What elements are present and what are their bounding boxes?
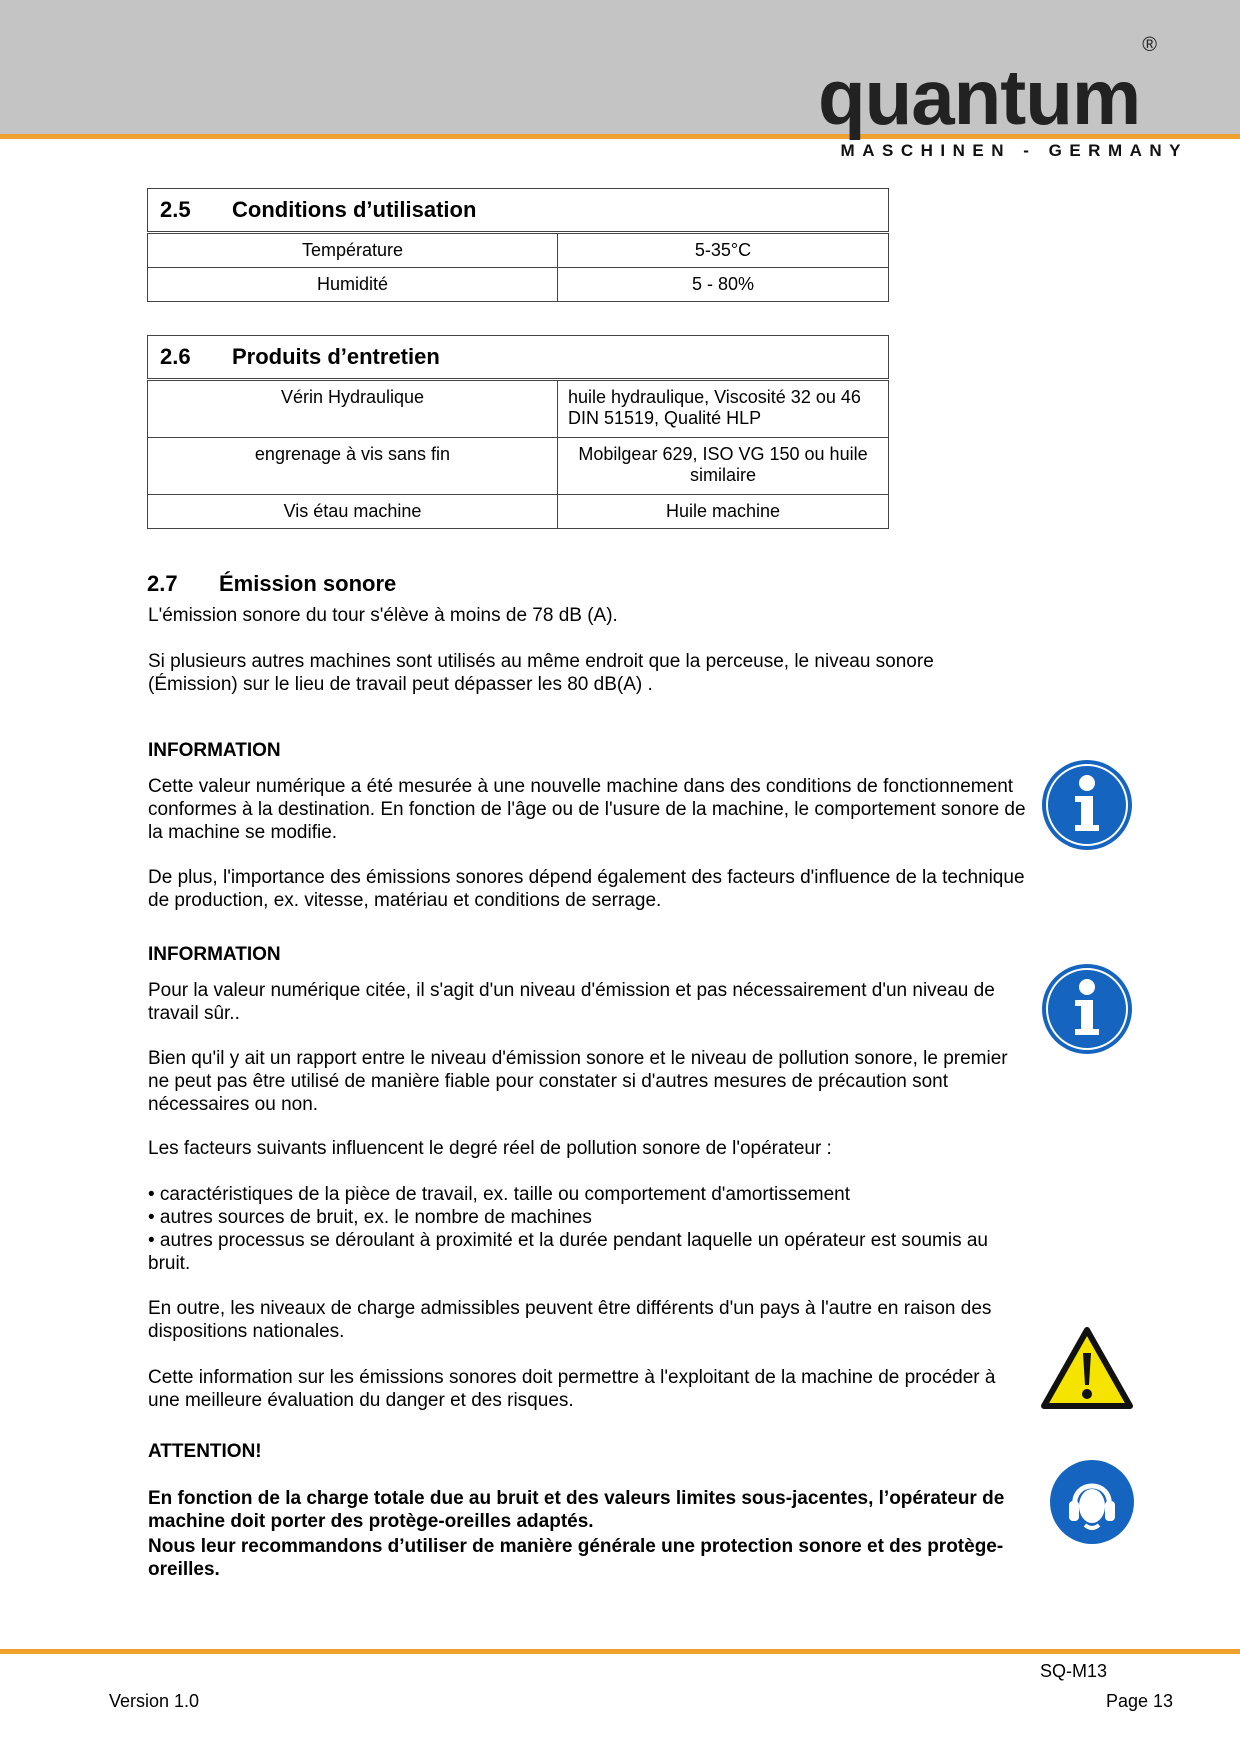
attention-paragraph: Nous leur recommandons d’utiliser de manière générale une protection sonore et des protège-oreilles. <box>148 1536 1004 1580</box>
attention-paragraph: En fonction de la charge totale due au bruit et des valeurs limites sous-jacentes, l’opérateur de machine doit porter des protège-oreilles adaptés. <box>148 1488 1005 1532</box>
paragraph: L'émission sonore du tour s'élève à moins de 78 dB (A). <box>148 605 618 626</box>
info-icon <box>1041 963 1133 1055</box>
list-item: • caractéristiques de la pièce de travail, ex. taille ou comportement d'amortissement <box>148 1184 850 1205</box>
paragraph: Les facteurs suivants influencent le degré réel de pollution sonore de l'opérateur : <box>148 1138 832 1159</box>
version-label: Version 1.0 <box>109 1691 200 1711</box>
brand-logo: quantum® <box>817 34 1156 141</box>
table-row: Vis étau machine Huile machine <box>148 495 889 529</box>
paragraph: Bien qu'il y ait un rapport entre le niveau d'émission sonore et le niveau de pollution sonore, le premier ne peut pas être utilisé de manière fiable pour constater si d'autres mesures de précaution sont nécessaires ou non. <box>148 1048 1008 1115</box>
warning-triangle-icon <box>1041 1327 1133 1409</box>
bullet-list <box>148 1183 1028 1275</box>
table-row: Humidité 5 - 80% <box>148 268 889 302</box>
info-icon <box>1041 759 1133 851</box>
paragraph: Cette information sur les émissions sonores doit permettre à l'exploitant de la machine de procéder à une meilleure évaluation du danger et des risques. <box>148 1367 996 1411</box>
page-number: Page 13 <box>1106 1691 1174 1711</box>
section-heading: 2.6 Produits d’entretien <box>148 336 889 380</box>
brand-tagline: MASCHINEN - GERMANY <box>840 141 1188 160</box>
section-heading: 2.5 Conditions d’utilisation <box>148 189 889 233</box>
footer-rule <box>0 1649 1240 1654</box>
paragraph: En outre, les niveaux de charge admissibles peuvent être différents d'un pays à l'autre en raison des dispositions nationales. <box>148 1298 992 1342</box>
table-row: Température 5-35°C <box>148 233 889 268</box>
table-row: engrenage à vis sans fin Mobilgear 629, ISO VG 150 ou huile similaire <box>148 438 889 495</box>
paragraph: Pour la valeur numérique citée, il s'agit d'un niveau d'émission et pas nécessairement d'un niveau de travail sûr.. <box>148 980 995 1024</box>
table-row: Vérin Hydraulique huile hydraulique, Viscosité 32 ou 46 DIN 51519, Qualité HLP <box>148 380 889 438</box>
info-heading: INFORMATION <box>148 944 281 965</box>
conditions-table <box>147 188 889 302</box>
ear-protection-icon <box>1049 1459 1135 1545</box>
list-item: • autres sources de bruit, ex. le nombre de machines <box>148 1207 592 1228</box>
paragraph: Cette valeur numérique a été mesurée à une nouvelle machine dans des conditions de fonctionnement conformes à la destination. En fonction de l'âge ou de l'usure de la machine, le comportement sonore de la machine se modifie. <box>148 776 1026 843</box>
section-heading-2-7: 2.7 Émission sonore <box>147 571 397 596</box>
paragraph: Si plusieurs autres machines sont utilisés au même endroit que la perceuse, le niveau sonore (Émission) sur le lieu de travail peut dépasser les 80 dB(A) . <box>148 651 934 695</box>
maintenance-products-table <box>147 335 889 529</box>
list-item: • autres processus se déroulant à proximité et la durée pendant laquelle un opérateur est soumis au bruit. <box>148 1230 988 1274</box>
info-heading: INFORMATION <box>148 740 281 761</box>
attention-heading: ATTENTION! <box>148 1441 262 1462</box>
paragraph: De plus, l'importance des émissions sonores dépend également des facteurs d'influence de la technique de production, ex. vitesse, matériau et conditions de serrage. <box>148 867 1025 911</box>
document-code: SQ-M13 <box>1040 1661 1108 1681</box>
